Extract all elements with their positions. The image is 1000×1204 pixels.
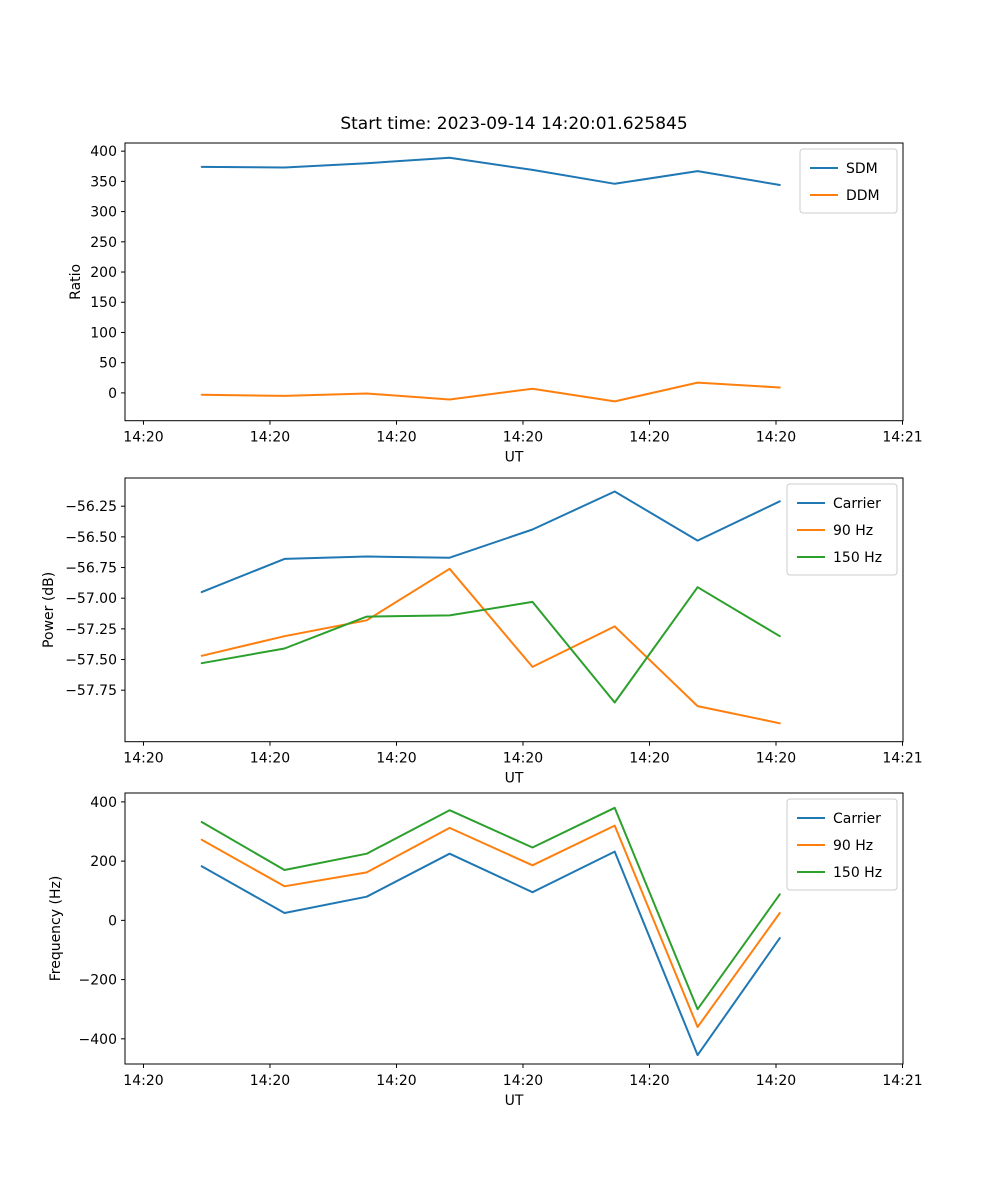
y-tick-label: 150 (90, 295, 117, 312)
x-tick-label: 14:20 (755, 750, 797, 767)
y-tick-label: 400 (90, 144, 117, 161)
x-tick-label: 14:20 (376, 750, 417, 767)
y-tick-label: 100 (90, 325, 117, 342)
y-tick-label: −56.75 (65, 560, 117, 577)
150hz-line-power (202, 587, 780, 702)
x-tick-label: 14:21 (882, 750, 923, 767)
150hz-line-frequency (202, 808, 780, 1009)
y-tick-label: −200 (78, 972, 117, 989)
carrier-line-frequency (202, 852, 780, 1056)
y-tick-label: −400 (78, 1031, 117, 1048)
y-tick-label: 0 (108, 385, 117, 402)
y-tick-label: 200 (90, 265, 117, 282)
legend-label-90hz: 90 Hz (833, 838, 874, 854)
legend-label-ddm: DDM (846, 188, 880, 204)
legend-label-sdm: SDM (846, 161, 878, 177)
x-tick-label: 14:20 (629, 1073, 670, 1089)
x-tick-label: 14:20 (123, 1073, 164, 1089)
power-chart (41, 478, 923, 787)
x-tick-label: 14:20 (502, 1073, 544, 1089)
x-tick-label: 14:20 (249, 750, 291, 767)
legend-label-carrier: Carrier (833, 811, 881, 827)
y-tick-label: −56.50 (65, 529, 117, 546)
y-tick-label: 50 (99, 355, 117, 372)
y-tick-label: 300 (90, 204, 117, 221)
x-tick-label: 14:20 (629, 429, 670, 446)
figure-title: Start time: 2023-09-14 14:20:01.625845 (340, 114, 688, 134)
x-tick-label: 14:20 (249, 1073, 291, 1089)
frequency-chart (48, 793, 923, 1109)
x-tick-label: 14:20 (502, 429, 544, 446)
frequency-y-axis-label: Frequency (Hz) (48, 875, 64, 982)
y-tick-label: 200 (90, 854, 117, 871)
x-tick-label: 14:20 (629, 750, 670, 767)
x-tick-label: 14:20 (249, 429, 291, 446)
ratio-x-axis-label: UT (504, 449, 524, 466)
y-tick-label: −57.00 (65, 591, 117, 608)
y-tick-label: −57.25 (65, 621, 117, 638)
legend-label-carrier: Carrier (833, 496, 881, 512)
plot-box (125, 143, 903, 421)
ddm-line-ratio (202, 383, 780, 402)
y-tick-label: 250 (90, 234, 117, 251)
power-legend (787, 484, 897, 575)
ratio-chart (68, 143, 923, 466)
y-tick-label: −57.50 (65, 652, 117, 669)
x-tick-label: 14:20 (123, 429, 164, 446)
x-tick-label: 14:20 (376, 429, 417, 446)
legend-label-150hz: 150 Hz (833, 550, 883, 566)
plot-box (125, 793, 903, 1064)
x-tick-label: 14:20 (376, 1073, 417, 1089)
y-tick-label: 350 (90, 174, 117, 191)
legend-label-150hz: 150 Hz (833, 865, 883, 881)
carrier-line-power (202, 492, 780, 593)
x-tick-label: 14:20 (755, 429, 797, 446)
x-tick-label: 14:20 (502, 750, 544, 767)
y-tick-label: 400 (90, 794, 117, 811)
x-tick-label: 14:21 (882, 429, 923, 446)
y-tick-label: 0 (108, 913, 117, 930)
power-y-axis-label: Power (dB) (41, 571, 57, 648)
sdm-line-ratio (202, 158, 780, 185)
ratio-y-axis-label: Ratio (68, 263, 84, 300)
y-tick-label: −56.25 (65, 499, 117, 516)
x-tick-label: 14:20 (755, 1073, 797, 1089)
x-tick-label: 14:21 (882, 1073, 923, 1089)
legend-label-90hz: 90 Hz (833, 523, 874, 539)
frequency-legend (787, 799, 897, 890)
ratio-legend (800, 149, 897, 213)
x-tick-label: 14:20 (123, 750, 164, 767)
power-x-axis-label: UT (504, 770, 524, 787)
plot-box (125, 478, 903, 742)
frequency-x-axis-label: UT (504, 1093, 524, 1109)
y-tick-label: −57.75 (65, 683, 117, 700)
